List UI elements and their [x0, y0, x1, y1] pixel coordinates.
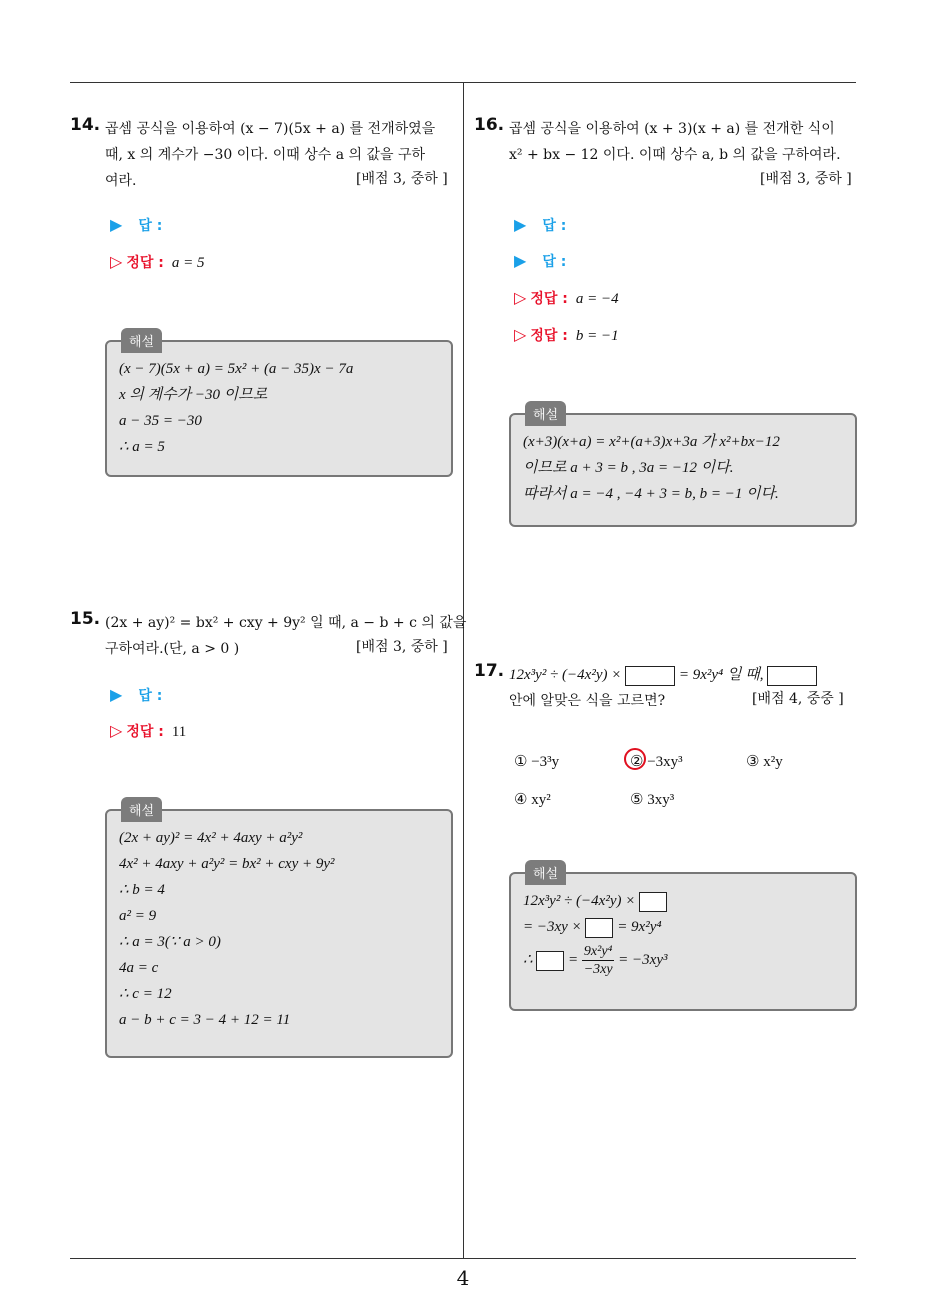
question-text: 곱셈 공식을 이용하여 (x − 7)(5x + a) 를 전개하였을 때, x 의 계수가 −30 이다. 이때 상수 a 의 값을 구하 여라. [105, 121, 436, 189]
explanation-box: 해설 12x³y² ÷ (−4x²y) × = −3xy × = 9x²y⁴ ∴ = $\frac{\text{9x²y⁴}}{-3xy}$ = −3xy³ [509, 872, 857, 1011]
explanation-box: 해설 (2x + ay)² = 4x² + 4axy + a²y² 4x² + 4axy + a²y² = bx² + cxy + 9y² ∴ b = 4 a² = 9 ∴ a = 3(∵ a > 0) 4a = c ∴ c = 12 a − b + c = 3 − 4 + 12 = 11 [105, 809, 453, 1058]
score-meta: [배점 4, 중중 ] [752, 691, 844, 707]
question-text: (2x + ay)² = bx² + cxy + 9y² 일 때, a − b + c 의 값을 구하여라.(단, a > 0 ) [105, 615, 467, 657]
question-number: 17. [474, 661, 505, 681]
page-number: 4 [456, 1266, 470, 1290]
score-meta: [배점 3, 중하 ] [356, 639, 448, 655]
question-text: 12x³y² ÷ (−4x²y) × = 9x²y⁴ 일 때, 안에 알맞은 식을 고르면? [509, 662, 817, 714]
outline-arrow-icon: ▷ [110, 721, 123, 740]
explanation-tag: 해설 [525, 401, 566, 426]
question-number: 15. [70, 609, 101, 629]
answer-row: ▶ 답 : [110, 215, 163, 234]
column-divider [463, 83, 464, 1258]
answer-blank [639, 892, 667, 912]
answer-blank [625, 666, 675, 686]
answer-row-1: ▶ 답 : [514, 215, 567, 234]
answer-blank [767, 666, 817, 686]
correct-answer-row-1: ▷ 정답 : a = −4 [514, 288, 619, 307]
outline-arrow-icon: ▷ [110, 252, 123, 271]
bottom-rule [70, 1258, 856, 1259]
question-number: 16. [474, 115, 505, 135]
choice-2[interactable]: ② −3xy³ [630, 754, 683, 770]
explanation-tag: 해설 [121, 328, 162, 353]
choice-3[interactable]: ③ x²y [746, 754, 783, 770]
explanation-box: 해설 (x+3)(x+a) = x²+(a+3)x+3a 가 x²+bx−12 이므로 a + 3 = b , 3a = −12 이다. 따라서 a = −4 , −4 + 3 = b, b = −1 이다. [509, 413, 857, 527]
play-arrow-icon: ▶ [110, 215, 123, 234]
correct-answer-row: ▷ 정답 : 11 [110, 721, 187, 740]
fraction: $\frac{\text{9x²y⁴}}{-3xy}$ [583, 944, 613, 978]
question-number: 14. [70, 115, 101, 135]
explanation-tag: 해설 [525, 860, 566, 885]
outline-arrow-icon: ▷ [514, 325, 527, 344]
explanation-tag: 해설 [121, 797, 162, 822]
selected-answer-mark [624, 748, 646, 770]
answer-blank [585, 918, 613, 938]
play-arrow-icon: ▶ [514, 215, 527, 234]
choice-5[interactable]: ⑤ 3xy³ [630, 792, 675, 808]
score-meta: [배점 3, 중하 ] [760, 171, 852, 187]
answer-blank [536, 951, 564, 971]
score-meta: [배점 3, 중하 ] [356, 171, 448, 187]
answer-row: ▶ 답 : [110, 685, 163, 704]
choice-1[interactable]: ① −3³y [514, 754, 560, 770]
play-arrow-icon: ▶ [514, 251, 527, 270]
explanation-box: 해설 (x − 7)(5x + a) = 5x² + (a − 35)x − 7a x 의 계수가 −30 이므로 a − 35 = −30 ∴ a = 5 [105, 340, 453, 477]
correct-answer-row-2: ▷ 정답 : b = −1 [514, 325, 619, 344]
answer-row-2: ▶ 답 : [514, 251, 567, 270]
play-arrow-icon: ▶ [110, 685, 123, 704]
question-text: 곱셈 공식을 이용하여 (x + 3)(x + a) 를 전개한 식이 x² + bx − 12 이다. 이때 상수 a, b 의 값을 구하여라. [509, 121, 841, 163]
choice-4[interactable]: ④ xy² [514, 792, 551, 808]
outline-arrow-icon: ▷ [514, 288, 527, 307]
correct-answer-row: ▷ 정답 : a = 5 [110, 252, 205, 271]
